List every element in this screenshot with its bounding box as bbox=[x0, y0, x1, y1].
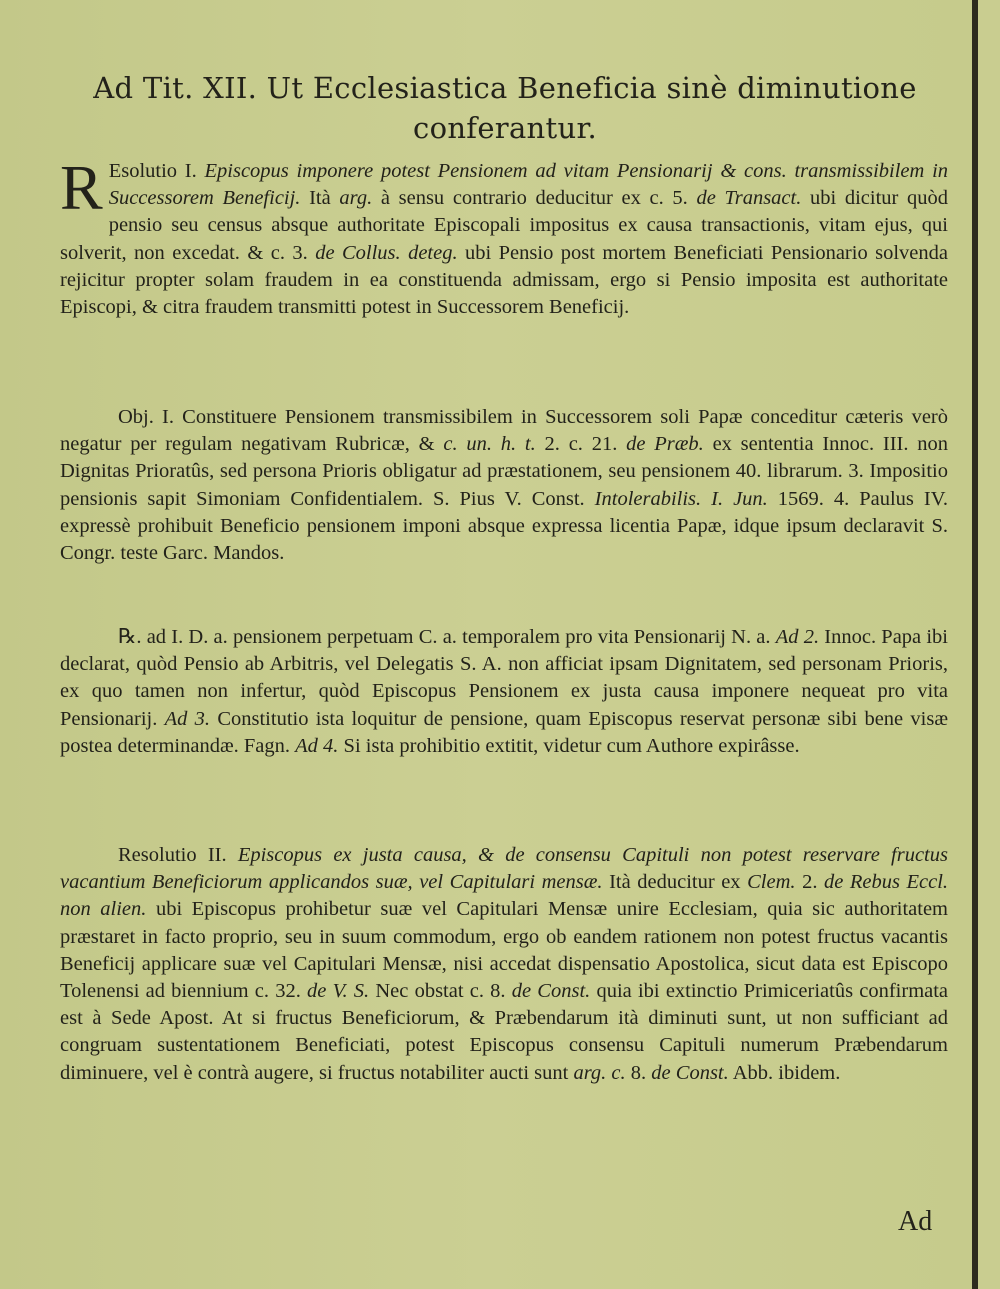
citation: Ad 2. bbox=[775, 626, 820, 648]
text-segment: Si ista prohibitio extitit, videtur cum Authore expirâsse. bbox=[343, 734, 800, 757]
citation: Ad 3. bbox=[164, 707, 211, 730]
text-segment: ubi dicitur quòd pensio seu census absque authoritate Episcopali impositus ex causa transactionis, vitam ejus, qui solverit, non excedat. & c. 3. bbox=[60, 187, 949, 264]
resolution-2-paragraph bbox=[60, 842, 948, 1087]
page-title bbox=[60, 68, 950, 148]
citation: c. un. h. t. bbox=[443, 433, 536, 456]
citation: de Præb. bbox=[626, 433, 704, 456]
text-segment: ubi Episcopus prohibetur suæ vel Capitulari Mensæ unire Ecclesiam, quia sic authoritatem præstaret in facto proprio, seu in suum commodum, ergo ob eandem rationem non potest fructus vacantis Beneficij applicare suæ vel Capitulari Mensæ, nisi accedat dispensatio Apostolica, sicut data est Episcopo Tolenensi ad biennium c. 32. bbox=[60, 898, 948, 1003]
citation: Clem. bbox=[747, 871, 796, 894]
citation: de Transact. bbox=[696, 187, 802, 210]
text-segment: 1569. 4. Paulus IV. expressè prohibuit Beneficio pensionem imponi absque expressa licentia Papæ, idque ipsum declaravit S. Congr. teste Garc. Mandos. bbox=[60, 487, 949, 565]
text-segment: Ità bbox=[309, 187, 331, 210]
citation: de Const. bbox=[651, 1061, 729, 1084]
text-segment: 2. c. 21. bbox=[544, 433, 618, 456]
text-segment: quia ibi extinctio Primiceriatûs confirmata est à Sede Apost. At si fructus Beneficiorum, & Præbendarum ità diminuti sunt, ut non sufficiant ad congruam sustentationem Beneficiati, potest Episcopus consensu Capituli numerum Præbendarum diminuere, vel è contrà augere, si fructus notabiliter aucti sunt bbox=[60, 980, 949, 1084]
citation: Intolerabilis. I. Jun. bbox=[594, 487, 768, 510]
next-page-edge bbox=[978, 0, 1000, 1289]
resolution-1-paragraph bbox=[60, 152, 949, 321]
text-segment: Nec obstat c. 8. bbox=[375, 980, 506, 1003]
objections-paragraph bbox=[60, 404, 948, 567]
resolution-1-heading: Esolutio I. bbox=[108, 160, 197, 182]
text-segment: ex sententia Innoc. III. non Dignitas Prioratûs, sed persona Prioris obligatur ad præstationem, seu pensionem 40. librarum. 3. Impositio pensionis sapit Simoniam Confidentialem. S. Pius V. Const. bbox=[60, 433, 949, 510]
citation: de Const. bbox=[511, 980, 591, 1003]
text-segment: Constitutio ista loquitur de pensione, quam Episcopus reservat personæ sibi bene visæ postea determinandæ. Fagn. bbox=[60, 707, 948, 757]
citation: arg. c. bbox=[573, 1061, 626, 1084]
text-segment: 8. bbox=[630, 1061, 647, 1084]
resolution-1-statement: Episcopus imponere potest Pensionem ad vitam Pensionarij & cons. transmissibilem in Successorem Beneficij. bbox=[108, 160, 949, 210]
title-line-2: conferantur. bbox=[413, 111, 597, 145]
citation: arg. bbox=[339, 187, 373, 210]
text-segment: Ità deducitur ex bbox=[609, 871, 741, 894]
text-segment: ubi Pensio post mortem Beneficiati Pensionario solvenda rejicitur propter solam fraudem in ea constituenda admissam, ergo si Pensio imposita est authoritate Episcopi, & citra fraudem transmitti potest in Successorem Beneficij. bbox=[60, 241, 948, 319]
text-segment: Obj. I. Constituere Pensionem transmissibilem in Successorem soli Papæ conceditur cæteris verò negatur per regulam negativam Rubricæ, & bbox=[60, 406, 948, 456]
drop-cap: R bbox=[60, 152, 103, 223]
catchword: Ad bbox=[898, 1206, 933, 1237]
citation: Ad 4. bbox=[295, 734, 339, 757]
text-segment: 2. bbox=[802, 871, 818, 894]
text-segment: ℞. ad I. D. a. pensionem perpetuam C. a. temporalem pro vita Pensionarij N. a. bbox=[118, 626, 771, 648]
citation: de V. S. bbox=[307, 980, 370, 1003]
resolution-2-statement: Episcopus ex justa causa, & de consensu Capituli non potest reservare fructus vacantium Beneficiorum applicandos suæ, vel Capitulari mensæ. bbox=[60, 844, 948, 894]
title-line-1: Ad Tit. XII. Ut Ecclesiastica Beneficia sinè diminutione bbox=[93, 71, 917, 105]
text-segment: Abb. ibidem. bbox=[732, 1061, 841, 1084]
resolution-2-heading: Resolutio II. bbox=[118, 844, 227, 866]
text-segment: à sensu contrario deducitur ex c. 5. bbox=[380, 187, 688, 210]
text-segment: Innoc. Papa ibi declarat, quòd Pensio ab Arbitris, vel Delegatis S. A. non afficiat ipsam Dignitatem, sed personam Prioris, ex quo tamen non infertur, quòd Episcopus Pensionem ex justa causa imponere nequeat pro vita Pensionarij. bbox=[60, 626, 948, 730]
citation: de Rebus Eccl. non alien. bbox=[60, 871, 949, 921]
citation: de Collus. deteg. bbox=[315, 241, 458, 264]
response-paragraph bbox=[60, 624, 948, 760]
